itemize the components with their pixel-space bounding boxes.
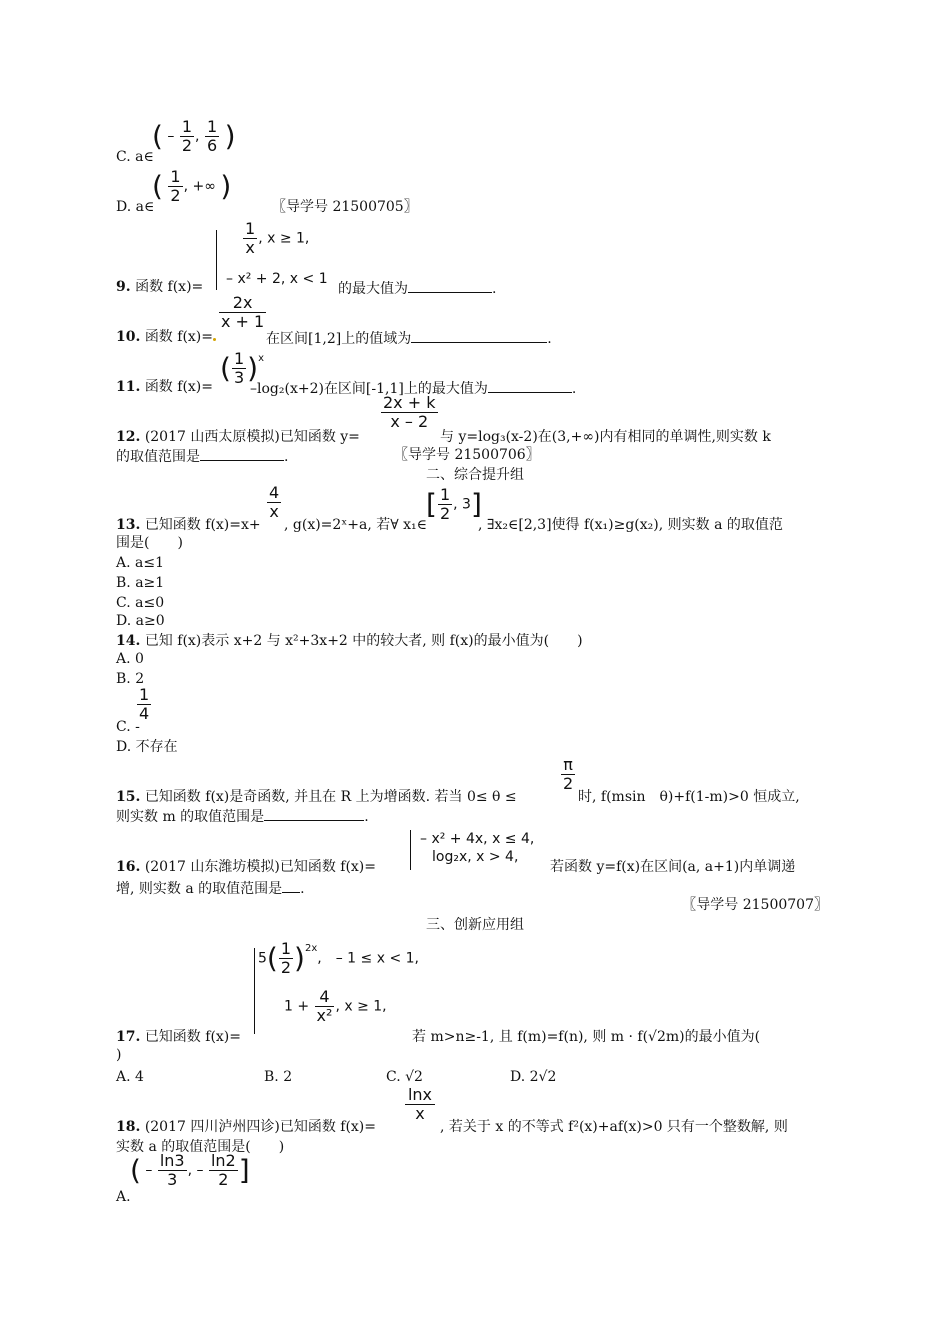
option-a[interactable]: A. 4 — [116, 1069, 144, 1085]
answer-blank[interactable] — [411, 328, 547, 343]
question-15-tail: 时, f(msin θ)+f(1-m)>0 恒成立, — [578, 789, 800, 805]
ref-number: 〖导学号 21500707〗 — [682, 897, 828, 913]
question-13-line2: 围是( ) — [116, 535, 183, 551]
q15-fraction: $\frac{\pi}{2}$ — [563, 755, 574, 793]
ref-number: 〖导学号 21500705〗 — [272, 199, 418, 215]
question-13-mid: , g(x)=2ˣ+a, 若∀ x₁∈ — [284, 517, 428, 533]
q18-fraction: $\frac{\ln x}{x}$ — [404, 1086, 436, 1123]
q18-interval: ( – $\frac{\ln 3}{3}$ , – $\frac{\ln 2}{2}$ ] — [130, 1151, 250, 1189]
q11-power: ( $\frac{1}{3}$ )$^x$ — [220, 349, 264, 387]
question-16: 16. (2017 山东潍坊模拟)已知函数 f(x)= — [116, 859, 376, 875]
section-heading-2: 二、综合提升组 — [426, 467, 524, 483]
question-16-tail: 若函数 y=f(x)在区间(a, a+1)内单调递 — [550, 859, 796, 875]
question-13: 13. 已知函数 f(x)=x+ — [116, 517, 261, 533]
question-9: 9. 函数 f(x)= — [116, 279, 204, 295]
answer-blank[interactable] — [282, 878, 300, 893]
option-b[interactable]: B. 2 — [116, 671, 145, 687]
brace-q16 — [410, 830, 411, 870]
q14-fraction: $\frac{1}{4}$ — [139, 685, 150, 723]
option-a[interactable]: A. 0 — [116, 651, 144, 667]
q13-fraction: $\frac{4}{x}$ — [269, 483, 280, 521]
option-c[interactable]: C. a≤0 — [116, 595, 165, 611]
option-a[interactable]: A. a≤1 — [116, 555, 164, 571]
question-12-line2: 的取值范围是 . — [116, 446, 288, 466]
option-c-interval: ( – $\frac{1}{2}$ , $\frac{1}{6}$ ) — [152, 117, 236, 155]
question-16-line2: 增, 则实数 a 的取值范围是 . — [116, 878, 305, 898]
option-b[interactable]: B. 2 — [264, 1069, 293, 1085]
q16-case2: log₂x, x > 4, — [432, 849, 519, 865]
option-d[interactable]: D. 不存在 — [116, 739, 178, 755]
question-11-tail: –log₂(x+2)在区间[-1,1]上的最大值为 . — [250, 378, 576, 398]
question-17: 17. 已知函数 f(x)= — [116, 1029, 241, 1045]
question-18-tail: , 若关于 x 的不等式 f²(x)+af(x)>0 只有一个整数解, 则 — [440, 1119, 788, 1135]
option-d-top: D. a∈ — [116, 199, 155, 215]
q16-case1: – x² + 4x, x ≤ 4, — [420, 831, 535, 847]
question-12: 12. (2017 山西太原模拟)已知函数 y= — [116, 429, 360, 445]
ref-number: 〖导学号 21500706〗 — [394, 447, 540, 463]
option-d[interactable]: D. 2√2 — [510, 1069, 557, 1085]
question-9-tail: 的最大值为 . — [338, 278, 496, 298]
q9-case1: $\frac{1}{x}$ , x ≥ 1, — [245, 219, 310, 257]
question-17-tail: 若 m>n≥-1, 且 f(m)=f(n), 则 m · f(√2m)的最小值为( — [412, 1029, 761, 1045]
q10-fraction: $\frac{2x}{x + 1}$ — [221, 293, 265, 331]
question-12-tail: 与 y=log₃(x-2)在(3,+∞)内有相同的单调性,则实数 k — [440, 429, 771, 445]
q17-case2: 1 + $\frac{4}{\text{x²}}$ , x ≥ 1, — [284, 987, 387, 1025]
brace-q17 — [254, 948, 255, 1034]
brace-q9 — [216, 230, 217, 290]
question-15: 15. 已知函数 f(x)是奇函数, 并且在 R 上为增函数. 若当 0≤ θ ≤ — [116, 789, 517, 805]
option-d-interval: ( $\frac{1}{2}$ , +∞ ) — [152, 167, 232, 205]
question-10: 10. 函数 f(x)= — [116, 328, 216, 346]
option-a[interactable]: A. — [116, 1189, 131, 1205]
answer-blank[interactable] — [408, 278, 492, 293]
question-11: 11. 函数 f(x)= — [116, 379, 213, 395]
option-b[interactable]: B. a≥1 — [116, 575, 165, 591]
question-13-tail: , ∃x₂∈[2,3]使得 f(x₁)≥g(x₂), 则实数 a 的取值范 — [478, 517, 783, 533]
answer-blank[interactable] — [264, 806, 364, 821]
q13-interval: [ $\frac{1}{2}$ , 3] — [426, 485, 482, 523]
question-10-tail: 在区间[1,2]上的值域为 . — [266, 328, 552, 348]
answer-blank[interactable] — [488, 378, 572, 393]
q9-case2: – x² + 2, x < 1 — [226, 271, 328, 287]
question-18-line2: 实数 a 的取值范围是( ) — [116, 1139, 285, 1155]
option-c[interactable]: C. - — [116, 719, 140, 735]
question-14: 14. 已知 f(x)表示 x+2 与 x²+3x+2 中的较大者, 则 f(x)的最小值为( ) — [116, 633, 583, 649]
question-15-line2: 则实数 m 的取值范围是 . — [116, 806, 369, 826]
q17-case1: 5( $\frac{1}{2}$ )$^{2x}$, – 1 ≤ x < 1, — [258, 939, 419, 977]
question-17-line2: ) — [116, 1047, 122, 1063]
option-c-top: C. a∈ — [116, 149, 154, 165]
question-18: 18. (2017 四川泸州四诊)已知函数 f(x)= — [116, 1119, 376, 1135]
section-heading-3: 三、创新应用组 — [426, 917, 524, 933]
option-c[interactable]: C. √2 — [386, 1069, 423, 1085]
option-d[interactable]: D. a≥0 — [116, 613, 165, 629]
answer-blank[interactable] — [200, 446, 284, 461]
q12-fraction: $\frac{2x + k}{x - 2}$ — [383, 393, 436, 431]
